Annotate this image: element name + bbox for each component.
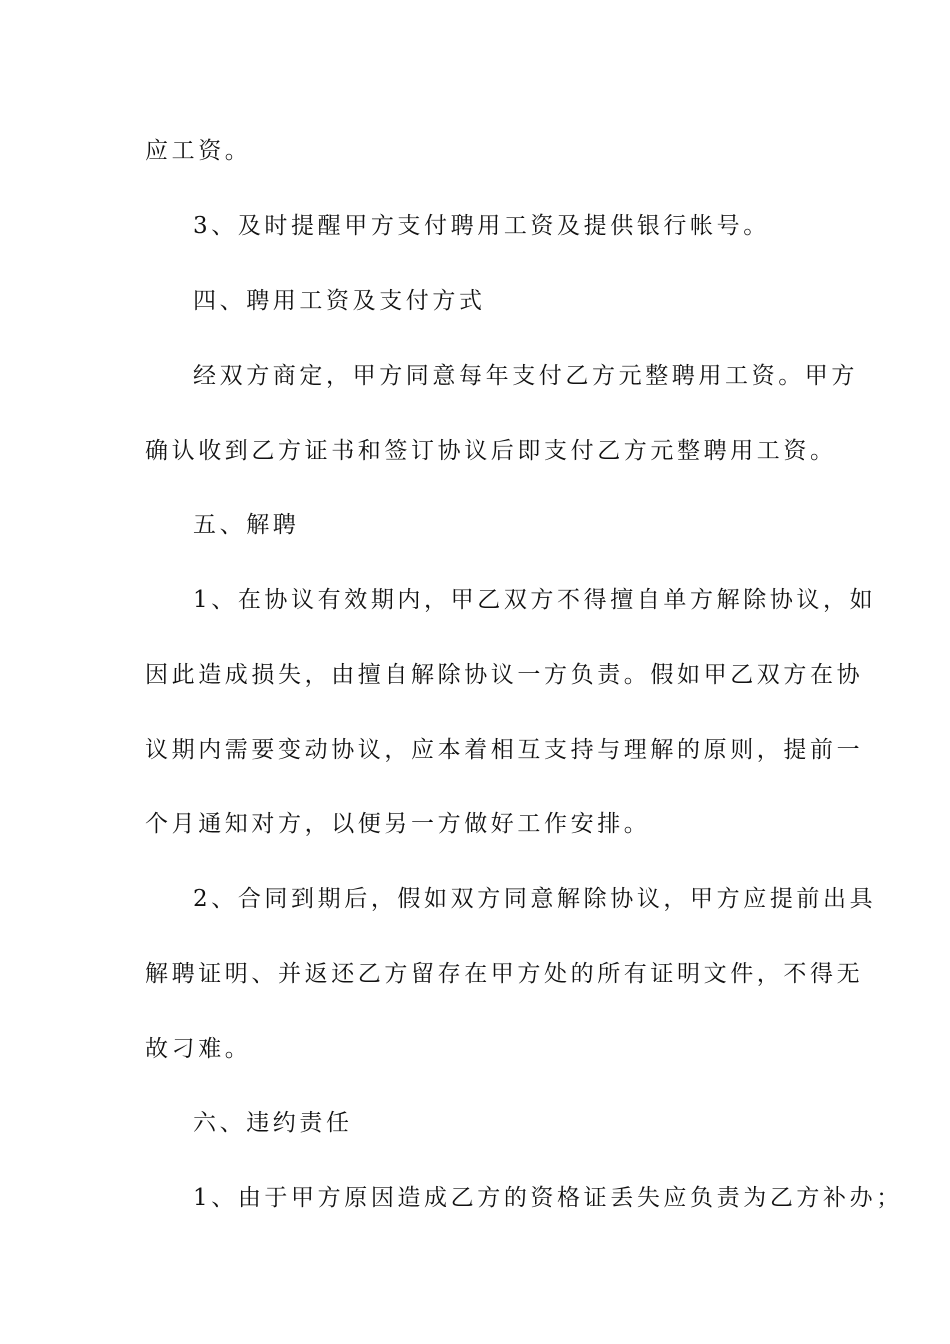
paragraph-line: 1、由于甲方原因造成乙方的资格证丢失应负责为乙方补办； <box>193 1185 903 1211</box>
text-line-item-3: 3、及时提醒甲方支付聘用工资及提供银行帐号。 <box>193 213 770 239</box>
paragraph-line: 故刁难。 <box>145 1036 252 1062</box>
paragraph-line: 2、合同到期后，假如双方同意解除协议，甲方应提前出具 <box>193 886 877 912</box>
section-heading-4: 四、聘用工资及支付方式 <box>193 288 486 314</box>
paragraph-line: 因此造成损失，由擅自解除协议一方负责。假如甲乙双方在协 <box>145 662 864 688</box>
paragraph-line: 经双方商定，甲方同意每年支付乙方元整聘用工资。甲方 <box>193 363 858 389</box>
paragraph-line: 1、在协议有效期内，甲乙双方不得擅自单方解除协议，如 <box>193 587 877 613</box>
paragraph-line: 确认收到乙方证书和签订协议后即支付乙方元整聘用工资。 <box>145 438 837 464</box>
paragraph-line: 个月通知对方，以便另一方做好工作安排。 <box>145 811 651 837</box>
paragraph-line: 议期内需要变动协议，应本着相互支持与理解的原则，提前一 <box>145 737 864 763</box>
text-line-continuation: 应工资。 <box>145 138 252 164</box>
section-heading-6: 六、违约责任 <box>193 1110 353 1136</box>
paragraph-line: 解聘证明、并返还乙方留存在甲方处的所有证明文件，不得无 <box>145 961 864 987</box>
section-heading-5: 五、解聘 <box>193 512 300 538</box>
